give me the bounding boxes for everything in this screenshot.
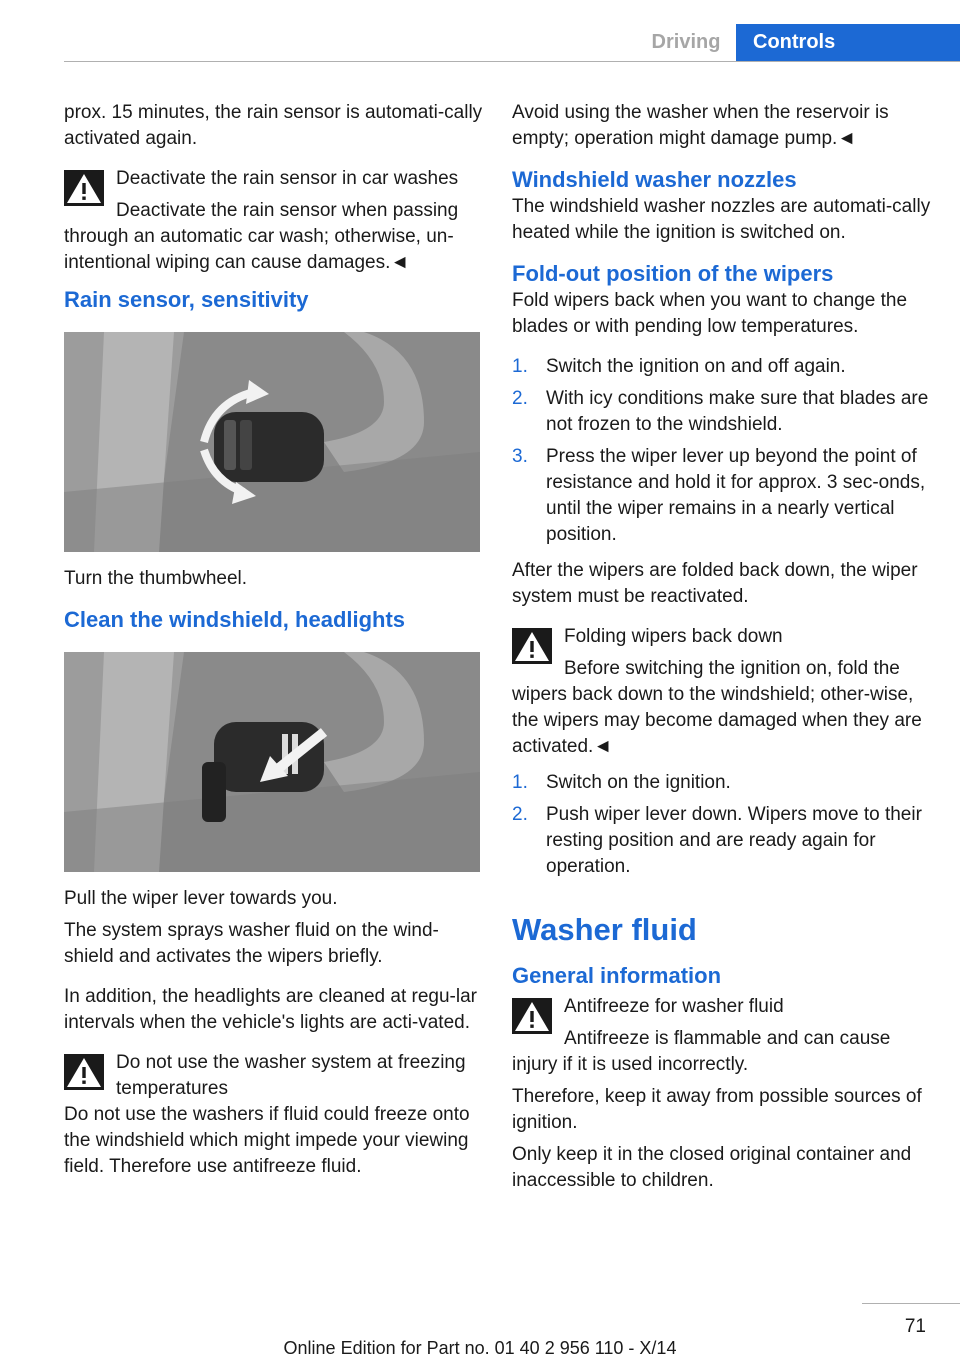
photo-wiper-lever (64, 652, 480, 872)
para-keep-away: Therefore, keep it away from possible sources of ignition. (512, 1086, 922, 1133)
list-item: 2. Push wiper lever down. Wipers move to their resting position and are ready again for operation. (512, 804, 922, 877)
wiper-lever-illustration (64, 652, 480, 872)
footer-rule (862, 1303, 960, 1304)
left-column (64, 100, 484, 1190)
list-item: 2. With icy conditions make sure that blades are not frozen to the windshield. (512, 388, 929, 435)
left-para-sprays: The system sprays washer fluid on the wind‐shield and activates the wipers briefly. (64, 920, 439, 967)
warning-title: Deactivate the rain sensor in car washes (116, 168, 459, 189)
warning-triangle-icon (512, 628, 552, 664)
header-rule (64, 61, 960, 62)
heading-washer-fluid: Washer fluid (512, 912, 697, 947)
nozzles-text: The windshield washer nozzles are automati‐cally heated while the ignition is switched on. (512, 196, 931, 243)
caption-pull-lever: Pull the wiper lever towards you. (64, 888, 338, 909)
para-original-container: Only keep it in the closed original container and inaccessible to children. (512, 1144, 912, 1191)
warning-triangle-icon (512, 998, 552, 1034)
warning-text: through an automatic car wash; otherwise, un‐intentional wiping can cause damages.◄ (64, 226, 454, 273)
heading-washer-nozzles: Windshield washer nozzles (512, 167, 797, 192)
warning-title: Antifreeze for washer fluid (564, 996, 784, 1017)
reactivate-steps (512, 770, 932, 880)
warning-triangle-icon (64, 1054, 104, 1090)
warning-text-first-line: Before switching the ignition on, fold the (564, 658, 900, 679)
right-column (512, 100, 932, 1208)
warning-text-first-line: Antifreeze is flammable and can cause (564, 1028, 891, 1049)
warning-text-first-line: Deactivate the rain sensor when passing (116, 200, 459, 221)
warning-folding-wipers (512, 624, 932, 760)
right-intro-text: Avoid using the washer when the reservoir is empty; operation might damage pump.◄ (512, 102, 889, 149)
warning-triangle-icon (64, 170, 104, 206)
foldout-steps (512, 354, 932, 548)
warning-title: Folding wipers back down (564, 626, 783, 647)
warning-car-wash (64, 166, 484, 276)
left-intro-text: prox. 15 minutes, the rain sensor is automati‐cally activated again. (64, 102, 483, 149)
heading-clean-windshield: Clean the windshield, headlights (64, 607, 406, 632)
list-item: 1. Switch on the ignition. (512, 772, 731, 793)
page-number: 71 (904, 1316, 926, 1337)
edition-note: Online Edition for Part no. 01 40 2 956 110 - X/14 (283, 1338, 677, 1358)
caption-turn-thumbwheel: Turn the thumbwheel. (64, 568, 248, 589)
warning-text: Do not use the washers if fluid could freeze onto the windshield which might impede your viewing field. Therefore use antifreeze fluid. (64, 1104, 470, 1177)
warning-freezing (64, 1050, 484, 1180)
warning-text: wipers back down to the windshield; other‐wise, the wipers may become damaged when they are activated.◄ (512, 684, 922, 757)
heading-rain-sensor-sensitivity: Rain sensor, sensitivity (64, 287, 309, 312)
warning-text: injury if it is used incorrectly. (512, 1054, 749, 1075)
photo-thumbwheel (64, 332, 480, 552)
thumbwheel-illustration (64, 332, 480, 552)
heading-general-information: General information (512, 963, 722, 988)
list-item: 1. Switch the ignition on and off again. (512, 356, 846, 377)
warning-antifreeze (512, 994, 932, 1078)
warning-title: Do not use the washer system at freezing temperatures (116, 1052, 466, 1099)
after-folded-text: After the wipers are folded back down, the wiper system must be reactivated. (512, 560, 918, 607)
header-section-driving[interactable]: Driving (651, 31, 721, 53)
left-para-headlights: In addition, the headlights are cleaned at regu‐lar intervals when the vehicle's lights are acti‐vated. (64, 986, 477, 1033)
header-chapter-controls[interactable]: Controls (736, 24, 960, 61)
heading-foldout-position: Fold-out position of the wipers (512, 261, 834, 286)
foldout-text: Fold wipers back when you want to change the blades or with pending low temperatures. (512, 290, 908, 337)
list-item: 3. Press the wiper lever up beyond the point of resistance and hold it for approx. 3 sec‐onds, until the wiper remains in a nearly vertical position. (512, 446, 926, 545)
